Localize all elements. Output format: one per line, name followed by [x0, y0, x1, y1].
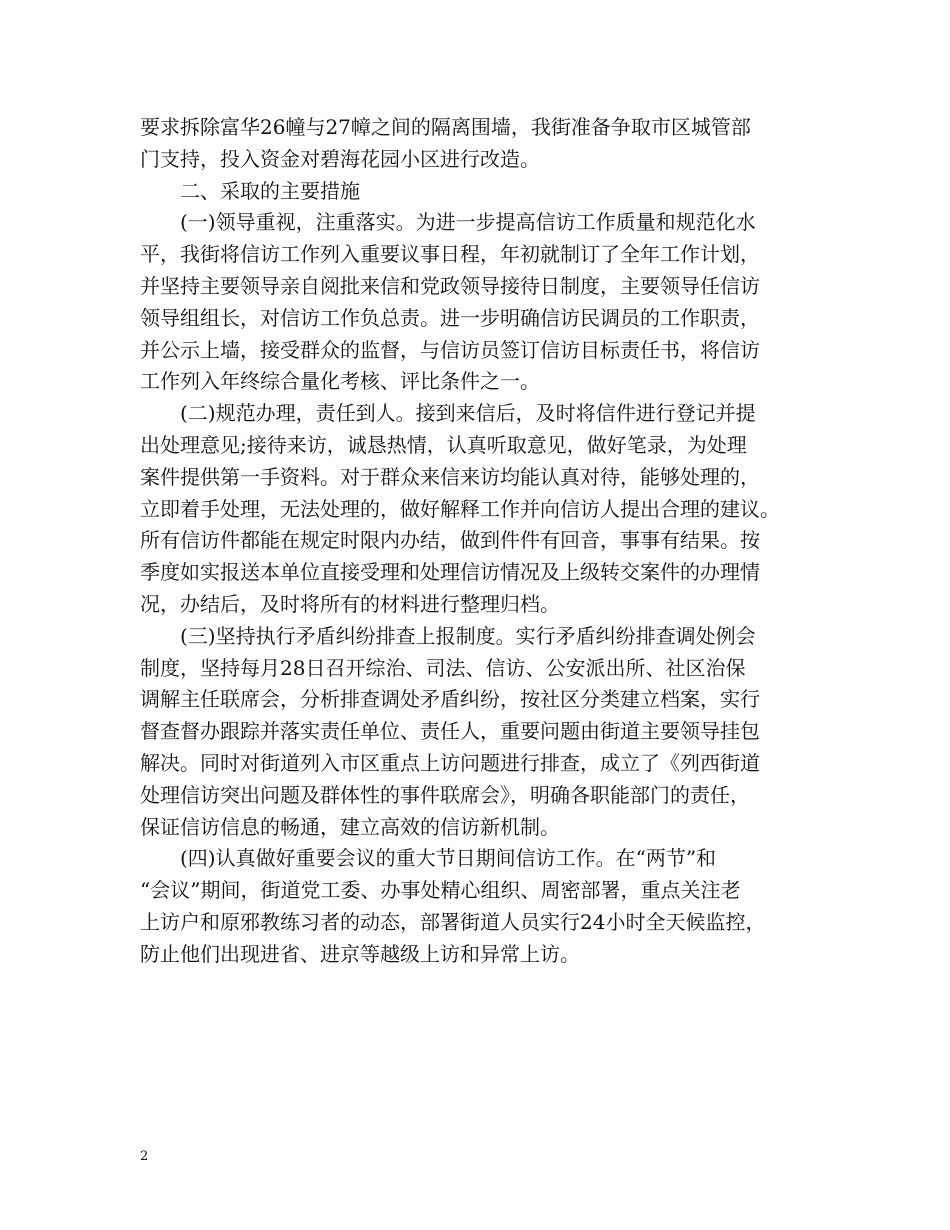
document-body [140, 112, 820, 971]
text-line: 上访户和原邪教练习者的动态，部署街道人员实行24小时全天候监控， [140, 909, 766, 934]
text-line: 防止他们出现进省、进京等越级上访和异常上访。 [140, 941, 580, 966]
text-line: 案件提供第一手资料。对于群众来信来访均能认真对待，能够处理的， [140, 464, 760, 489]
text-line: (四)认真做好重要会议的重大节日期间信访工作。在“两节”和 [180, 846, 717, 871]
page-number: 2 [140, 1149, 149, 1164]
text-line: 立即着手处理，无法处理的，做好解释工作并向信访人提出合理的建议。 [140, 496, 780, 521]
text-line: (一)领导重视，注重落实。为进一步提高信访工作质量和规范化水 [180, 210, 756, 235]
text-line: 领导组组长，对信访工作负总责。进一步明确信访民调员的工作职责， [140, 305, 760, 330]
text-line: 保证信访信息的畅通，建立高效的信访新机制。 [140, 814, 560, 839]
text-line: (三)坚持执行矛盾纠纷排查上报制度。实行矛盾纠纷排查调处例会 [180, 623, 756, 648]
text-line: 并公示上墙，接受群众的监督，与信访员签订信访目标责任书，将信访 [140, 337, 760, 362]
text-line: 平，我街将信访工作列入重要议事日程，年初就制订了全年工作计划， [140, 242, 760, 267]
text-line: 二、采取的主要措施 [180, 178, 360, 203]
text-line: 并坚持主要领导亲自阅批来信和党政领导接待日制度，主要领导任信访 [140, 273, 760, 298]
text-line: 督查督办跟踪并落实责任单位、责任人，重要问题由街道主要领导挂包 [140, 719, 760, 744]
text-line: “会议”期间，街道党工委、办事处精心组织、周密部署，重点关注老 [140, 878, 741, 903]
text-line: 所有信访件都能在规定时限内办结，做到件件有回音，事事有结果。按 [140, 528, 760, 553]
text-line: (二)规范办理，责任到人。接到来信后，及时将信件进行登记并提 [180, 401, 756, 426]
text-line: 季度如实报送本单位直接受理和处理信访情况及上级转交案件的办理情 [140, 560, 760, 585]
text-line: 要求拆除富华26幢与27幛之间的隔离围墙，我街准备争取市区城管部 [140, 115, 751, 139]
text-line: 门支持，投入资金对碧海花园小区进行改造。 [140, 146, 540, 171]
text-line: 处理信访突出问题及群体性的事件联席会》，明确各职能部门的责任， [140, 782, 750, 807]
text-line: 制度，坚持每月28日召开综治、司法、信访、公安派出所、社区治保 [140, 655, 746, 680]
text-line: 调解主任联席会，分析排查调处矛盾纠纷，按社区分类建立档案，实行 [140, 687, 760, 712]
text-line: 工作列入年终综合量化考核、评比条件之一。 [140, 369, 540, 394]
text-line: 况，办结后，及时将所有的材料进行整理归档。 [140, 591, 560, 616]
text-line: 出处理意见;接待来访，诚恳热情，认真听取意见，做好笔录，为处理 [140, 432, 747, 457]
text-line: 解决。同时对街道列入市区重点上访问题进行排查，成立了《列西街道 [140, 750, 760, 775]
